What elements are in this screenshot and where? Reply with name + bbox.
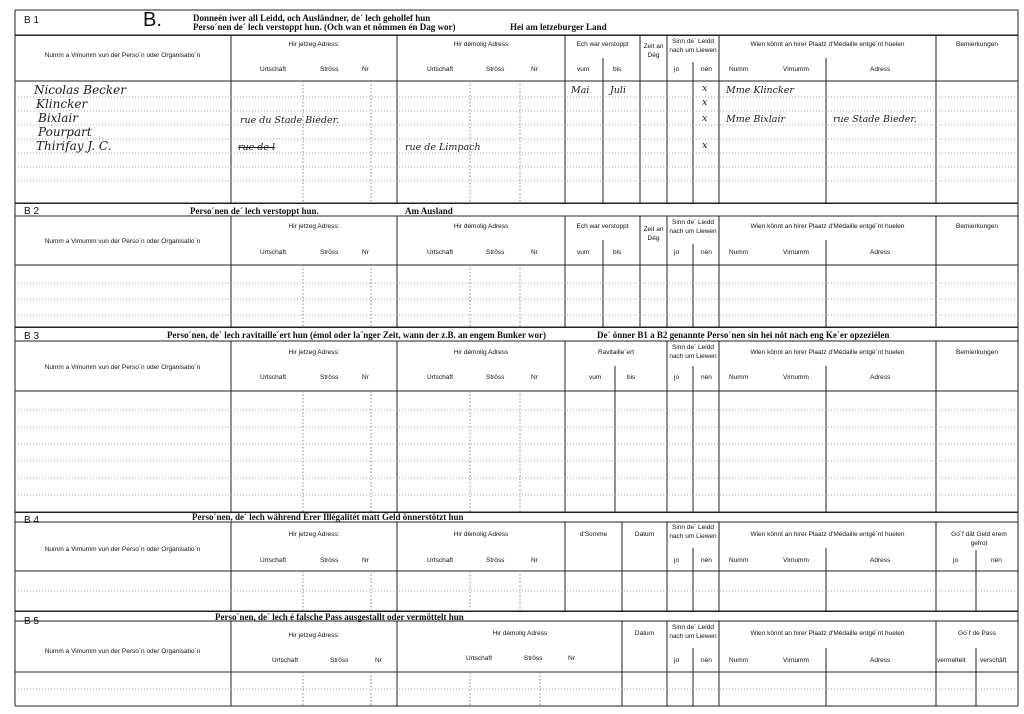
b5-header-alive: Sinn de´ Leidd nach um Liewen [669, 624, 717, 640]
b3-sub-medal-first: Virnumm [783, 374, 809, 381]
b4-sub-street-former: Ströss [486, 557, 505, 564]
b2-sub-nr-former: Nr [531, 249, 538, 256]
b2-header-name: Numm a Vimumm vun der Perso´n oder Organisatio´n [44, 238, 201, 245]
b4-header-current-address: Hir jetzeg Adress: [288, 531, 340, 538]
b3-header-alive: Sinn de´ Leidd nach um Liewen [669, 344, 717, 360]
b1-entry-hidden-from: Mai [571, 85, 590, 96]
b4-sub-medal-first: Virnumm [783, 557, 809, 564]
b4-sub-medal-address: Adress [870, 557, 891, 564]
b1-entry-alive-mark-1: x [702, 83, 708, 94]
section-b5-title: Perso´nen, de´ lech é falsche Pass ausgestallt oder vermöttelt hun [215, 612, 464, 622]
b5-sub-medal-name: Numm [729, 657, 749, 664]
b3-header-medal: Wien könnt an hirer Plaatz d'Médaille entgé´nt huelen [750, 349, 905, 356]
b4-header-medal: Wien könnt an hirer Plaatz d'Médaille entgé´nt huelen [750, 531, 905, 538]
b1-header-medal: Wien könnt an hirer Plaatz d'Médaille entgé´nt huelen [750, 41, 905, 48]
b5-sub-medal-first: Virnumm [783, 657, 809, 664]
b5-header-name: Numm a Vimumm vun der Perso´n oder Organisatio´n [44, 648, 201, 655]
b4-sub-nr-former: Nr [531, 557, 538, 564]
section-b3-title-extra: De´ önner B1 a B2 genannte Perso´nen sin hei nöt nach eng Ke´er opzeziélen [597, 330, 890, 340]
b2-sub-nr: Nr [362, 249, 369, 256]
b5-sub-street-former: Ströss [524, 655, 543, 662]
form-letter: B. [143, 9, 162, 31]
b2-sub-no: nén [701, 249, 712, 256]
section-b4-id: B 4 [24, 515, 40, 526]
b2-sub-to: bis [613, 249, 622, 256]
section-b2-title: Perso´nen de´ lech verstoppt hun. [190, 206, 319, 216]
b2-sub-town-former: Urtschaft [427, 249, 454, 256]
section-b5-id: B 5 [24, 616, 40, 627]
b1-header-alive: Sinn de´ Leidd nach um Liewen [669, 38, 717, 54]
b3-sub-town-former: Urtschaft [427, 374, 454, 381]
b2-header-former-address: Hir démolig Adress [453, 223, 509, 230]
b3-sub-medal-name: Numm [729, 374, 749, 381]
b2-sub-yes: jo [674, 249, 680, 256]
b1-sub-no: nén [701, 66, 712, 73]
b3-header-name: Numm a Vimumm vun der Perso´n oder Organisatio´n [44, 364, 201, 371]
b2-header-hidden: Ech war verstoppt [576, 223, 629, 230]
b1-sub-yes: jo [674, 66, 680, 73]
b2-sub-street: Ströss [320, 249, 339, 256]
section-b1-id: B 1 [24, 15, 40, 26]
b3-sub-nr-former: Nr [531, 374, 538, 381]
b1-sub-medal-first: Virnumm [783, 66, 809, 73]
b5-header-date: Datum [634, 630, 655, 637]
b1-sub-from: vum [577, 66, 590, 73]
b1-entry-name-1: Nicolas Becker [34, 83, 126, 97]
b1-sub-medal-address: Adress [870, 66, 891, 73]
b1-sub-town-former: Urtschaft [427, 66, 454, 73]
b4-header-date: Datum [634, 531, 655, 538]
b4-sub-yes: jo [674, 557, 680, 564]
b5-sub-town: Urtschaft [272, 657, 299, 664]
section-b1-title-line2: Perso´nen de´ lech verstoppt hun. (Och wan et nömmen én Dag wor) [193, 22, 456, 32]
section-b2-id: B 2 [24, 206, 40, 217]
b5-sub-yes: jo [674, 657, 680, 664]
b5-sub-medal-address: Adress [870, 657, 891, 664]
b4-sub-nr: Nr [362, 557, 369, 564]
b2-sub-medal-first: Virnumm [783, 249, 809, 256]
b1-entry-former-street: rue de Limpach [405, 142, 481, 153]
b1-entry-hidden-to: Juli [610, 85, 627, 96]
b2-header-alive: Sinn de´ Leidd nach um Liewen [669, 219, 717, 235]
b5-header-former-address: Hir démolig Adress [492, 630, 548, 637]
b3-sub-town: Urtschaft [260, 374, 287, 381]
b4-sub-money-yes: jo [953, 557, 959, 564]
b1-entry-name-2: Klincker [36, 97, 88, 111]
b3-header-supplied: Ravitaille´ert [597, 349, 635, 356]
b3-sub-from: vum [589, 374, 602, 381]
b4-header-money-returned: Go´f dât Geld erem gefrot [951, 531, 1007, 547]
b5-sub-no: nén [701, 657, 712, 664]
section-b1-title-extra: Hei am letzeburger Land [510, 22, 607, 32]
b3-sub-to: bis [627, 374, 636, 381]
b5-sub-pass-issued: vermettelt [937, 657, 966, 664]
b1-entry-alive-mark-3: x [702, 113, 708, 124]
b2-header-remarks: Bemierkungen [956, 223, 998, 230]
b2-sub-medal-address: Adress [870, 249, 891, 256]
b1-sub-nr: Nr [362, 66, 369, 73]
b2-sub-medal-name: Numm [729, 249, 749, 256]
b4-sub-town-former: Urtschaft [427, 557, 454, 564]
b1-header-former-address: Hir démolig Adress [453, 41, 509, 48]
b1-entry-current-struck: rue de l [238, 142, 276, 153]
b2-sub-town: Urtschaft [260, 249, 287, 256]
b2-header-current-address: Hir jetzeg Adress: [288, 223, 340, 230]
b5-sub-street: Ströss [330, 657, 349, 664]
b1-entry-medal-name-2: Mme Bixlair [726, 114, 786, 125]
b4-header-alive: Sinn de´ Leidd nach um Liewen [669, 524, 717, 540]
b1-header-hidden: Ech war verstoppt [576, 41, 629, 48]
b1-header-name: Numm a Vimumm vun der Perso´n oder Organisatio´n [44, 52, 201, 59]
b2-sub-from: vum [577, 249, 590, 256]
b4-header-name: Numm a Vimumm vun der Perso´n oder Organisatio´n [44, 546, 201, 553]
b5-sub-nr: Nr [375, 657, 382, 664]
section-b3-title: Perso´nen, de´ lech ravitaille´ert hun (émol oder la¨nger Zeit, wann der z.B. an engem Bunker wor) [167, 330, 547, 340]
b3-header-former-address: Hir démolig Adress [453, 349, 509, 356]
b2-header-medal: Wien könnt an hirer Plaatz d'Médaille entgé´nt huelen [750, 223, 905, 230]
b2-header-days: Zeit an Dég [643, 226, 664, 242]
b4-sub-no: nén [701, 557, 712, 564]
b1-entry-medal-address-2: rue Stade Bieder. [833, 114, 917, 125]
b3-sub-street: Ströss [320, 374, 339, 381]
b5-header-current-address: Hir jetzeg Adress: [288, 632, 340, 639]
b4-sub-medal-name: Numm [729, 557, 749, 564]
b1-entry-medal-name-1: Mme Klincker [726, 85, 794, 96]
b5-sub-nr-former: Nr [568, 655, 575, 662]
b1-entry-alive-mark-2: x [702, 97, 708, 108]
section-b2-title-extra: Am Ausland [405, 206, 453, 216]
b5-sub-pass-made: verschâft [980, 657, 1007, 664]
b5-header-medal: Wien könnt an hirer Plaatz d'Médaille entgé´nt huelen [750, 630, 905, 637]
b3-sub-medal-address: Adress [870, 374, 891, 381]
b1-sub-to: bis [613, 66, 622, 73]
b3-header-remarks: Bemierkungen [956, 349, 998, 356]
b1-entry-alive-mark-4: x [702, 140, 708, 151]
b1-entry-current-street: rue du Stade Bieder. [240, 115, 340, 126]
b4-header-sum: d'Somme [579, 531, 608, 538]
b1-sub-medal-name: Numm [729, 66, 749, 73]
b1-sub-nr-former: Nr [531, 66, 538, 73]
b3-header-current-address: Hir jetzeg Adress: [288, 349, 340, 356]
b1-entry-name-4: Pourpart [38, 125, 92, 139]
b1-header-days: Zeit an Dég [643, 43, 664, 59]
b3-sub-nr: Nr [362, 374, 369, 381]
b4-sub-money-no: nén [991, 557, 1002, 564]
b4-sub-street: Ströss [320, 557, 339, 564]
section-b1-title-line1: Donneén iwer all Leidd, och Ausländner, de´ lech gehollef hun [193, 13, 431, 23]
b3-sub-street-former: Ströss [486, 374, 505, 381]
b3-sub-no: nén [701, 374, 712, 381]
section-b4-title: Perso´nen, de´ lech während Erer Illégalitét matt Geld önnerstötzt hun [192, 512, 464, 522]
b5-sub-town-former: Urtschaft [466, 655, 493, 662]
b4-sub-town: Urtschaft [260, 557, 287, 564]
b1-sub-town: Urtschaft [260, 66, 287, 73]
section-b3-id: B 3 [24, 331, 40, 342]
b2-sub-street-former: Ströss [486, 249, 505, 256]
b1-header-current-address: Hir jetzeg Adress: [288, 41, 340, 48]
b1-entry-name-5: Thirifay J. C. [36, 139, 112, 153]
b3-sub-yes: jo [674, 374, 680, 381]
b1-sub-street: Ströss [320, 66, 339, 73]
b1-entry-name-3: Bixlair [38, 111, 78, 125]
b4-header-former-address: Hir démolig Adress [453, 531, 509, 538]
b1-sub-street-former: Ströss [486, 66, 505, 73]
b1-header-remarks: Bemierkungen [956, 41, 998, 48]
b5-header-pass: Go´f de Pass [958, 630, 996, 637]
